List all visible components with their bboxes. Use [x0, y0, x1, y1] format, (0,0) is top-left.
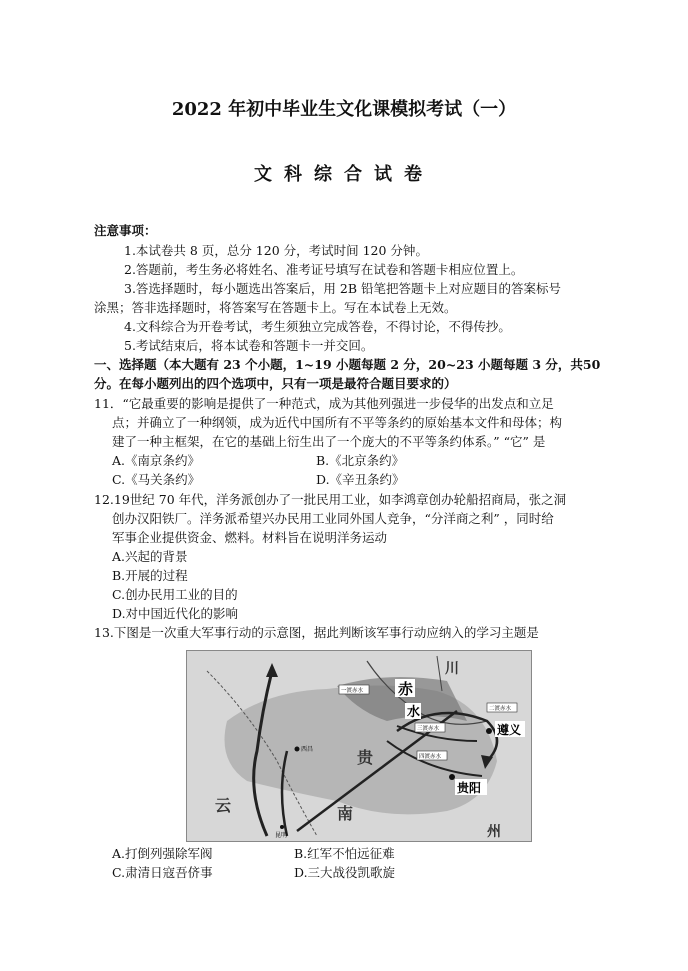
notice-item-5: 5.考试结束后，将本试卷和答题卡一并交回。 [124, 338, 374, 353]
map-label-chi: 赤 [398, 680, 414, 698]
map-label-yun: 云 [215, 796, 232, 815]
notice-item-3: 3.答选择题时，每小题选出答案后，用 2B 铅笔把答题卡上对应题目的答案标号 [124, 281, 562, 296]
map-label-nan: 南 [337, 804, 354, 823]
q11-option-d: D.《辛丑条约》 [316, 472, 405, 487]
q12-option-b: B.开展的过程 [112, 568, 188, 583]
q11-stem-2: 点；并确立了一种纲领，成为近代中国所有不平等条约的原始基本文件和母体；构 [112, 415, 563, 430]
q12-option-d: D.对中国近代化的影响 [112, 606, 239, 621]
map-label-gui: 贵 [357, 748, 374, 767]
map-label-crossing1: 一渡赤水 [341, 688, 364, 694]
q13-option-d: D.三大战役凯歌旋 [294, 865, 396, 880]
q11-option-b: B.《北京条约》 [316, 453, 405, 468]
q13-option-b: B.红军不怕远征难 [294, 846, 395, 861]
q12-stem-3: 军事企业提供资金、燃料。材料旨在说明洋务运动 [112, 530, 388, 545]
notice-item-1: 1.本试卷共 8 页，总分 120 分，考试时间 120 分钟。 [124, 243, 428, 258]
section1-heading: 一、选择题（本大题有 23 个小题，1~19 小题每题 2 分，20~23 小题每题 3 分，共50 [94, 357, 601, 372]
q11-option-c: C.《马关条约》 [112, 472, 201, 487]
long-march-map [186, 650, 532, 842]
section1-heading-cont: 分。在每小题列出的四个选项中，只有一项是最符合题目要求的） [94, 376, 457, 391]
map-label-guiyang: 贵阳 [457, 781, 482, 795]
q12-stem-2: 创办汉阳铁厂。洋务派希望兴办民用工业同外国人竞争，“分洋商之利” ，同时给 [112, 511, 554, 526]
exam-title: 2022 年初中毕业生文化课模拟考试（一） [171, 99, 517, 120]
notice-item-2: 2.答题前，考生务必将姓名、准考证号填写在试卷和答题卡相应位置上。 [124, 262, 524, 277]
q11-stem-1: 11．“它最重要的影响是提供了一种范式，成为其他列强进一步侵华的出发点和立足 [94, 396, 554, 411]
map-label-xichang: 西昌 [301, 746, 314, 753]
map-label-crossing2: 二渡赤水 [489, 706, 512, 712]
q13-stem: 13.下图是一次重大军事行动的示意图，据此判断该军事行动应纳入的学习主题是 [94, 625, 539, 640]
q13-option-c: C.肃清日寇吾侪事 [112, 865, 213, 880]
exam-subtitle: 文科综合试卷 [254, 164, 434, 185]
map-label-crossing4: 四渡赤水 [419, 754, 442, 760]
q12-option-c: C.创办民用工业的目的 [112, 587, 238, 602]
q11-option-a: A.《南京条约》 [112, 453, 201, 468]
map-label-chuan: 川 [445, 661, 459, 677]
map-label-kunming: 昆明 [275, 832, 288, 839]
map-label-zhou: 州 [487, 824, 501, 840]
q12-option-a: A.兴起的背景 [112, 549, 188, 564]
map-label-shui: 水 [407, 705, 421, 720]
map-label-zunyi: 遵义 [497, 723, 522, 737]
map-label-crossing3: 三渡赤水 [417, 726, 440, 732]
notice-item-4: 4.文科综合为开卷考试，考生须独立完成答卷，不得讨论，不得传抄。 [124, 319, 511, 334]
notice-heading: 注意事项： [94, 223, 157, 238]
q12-stem-1: 12.19世纪 70 年代，洋务派创办了一批民用工业，如李鸿章创办轮船招商局，张之洞 [94, 492, 567, 507]
notice-item-3-cont: 涂黑；答非选择题时，将答案写在答题卡上。写在本试卷上无效。 [94, 300, 457, 315]
q11-stem-3: 建了一种主框架，在它的基础上衍生出了一个庞大的不平等条约体系。” “它” 是 [112, 434, 546, 449]
q13-option-a: A.打倒列强除军阀 [112, 846, 213, 861]
